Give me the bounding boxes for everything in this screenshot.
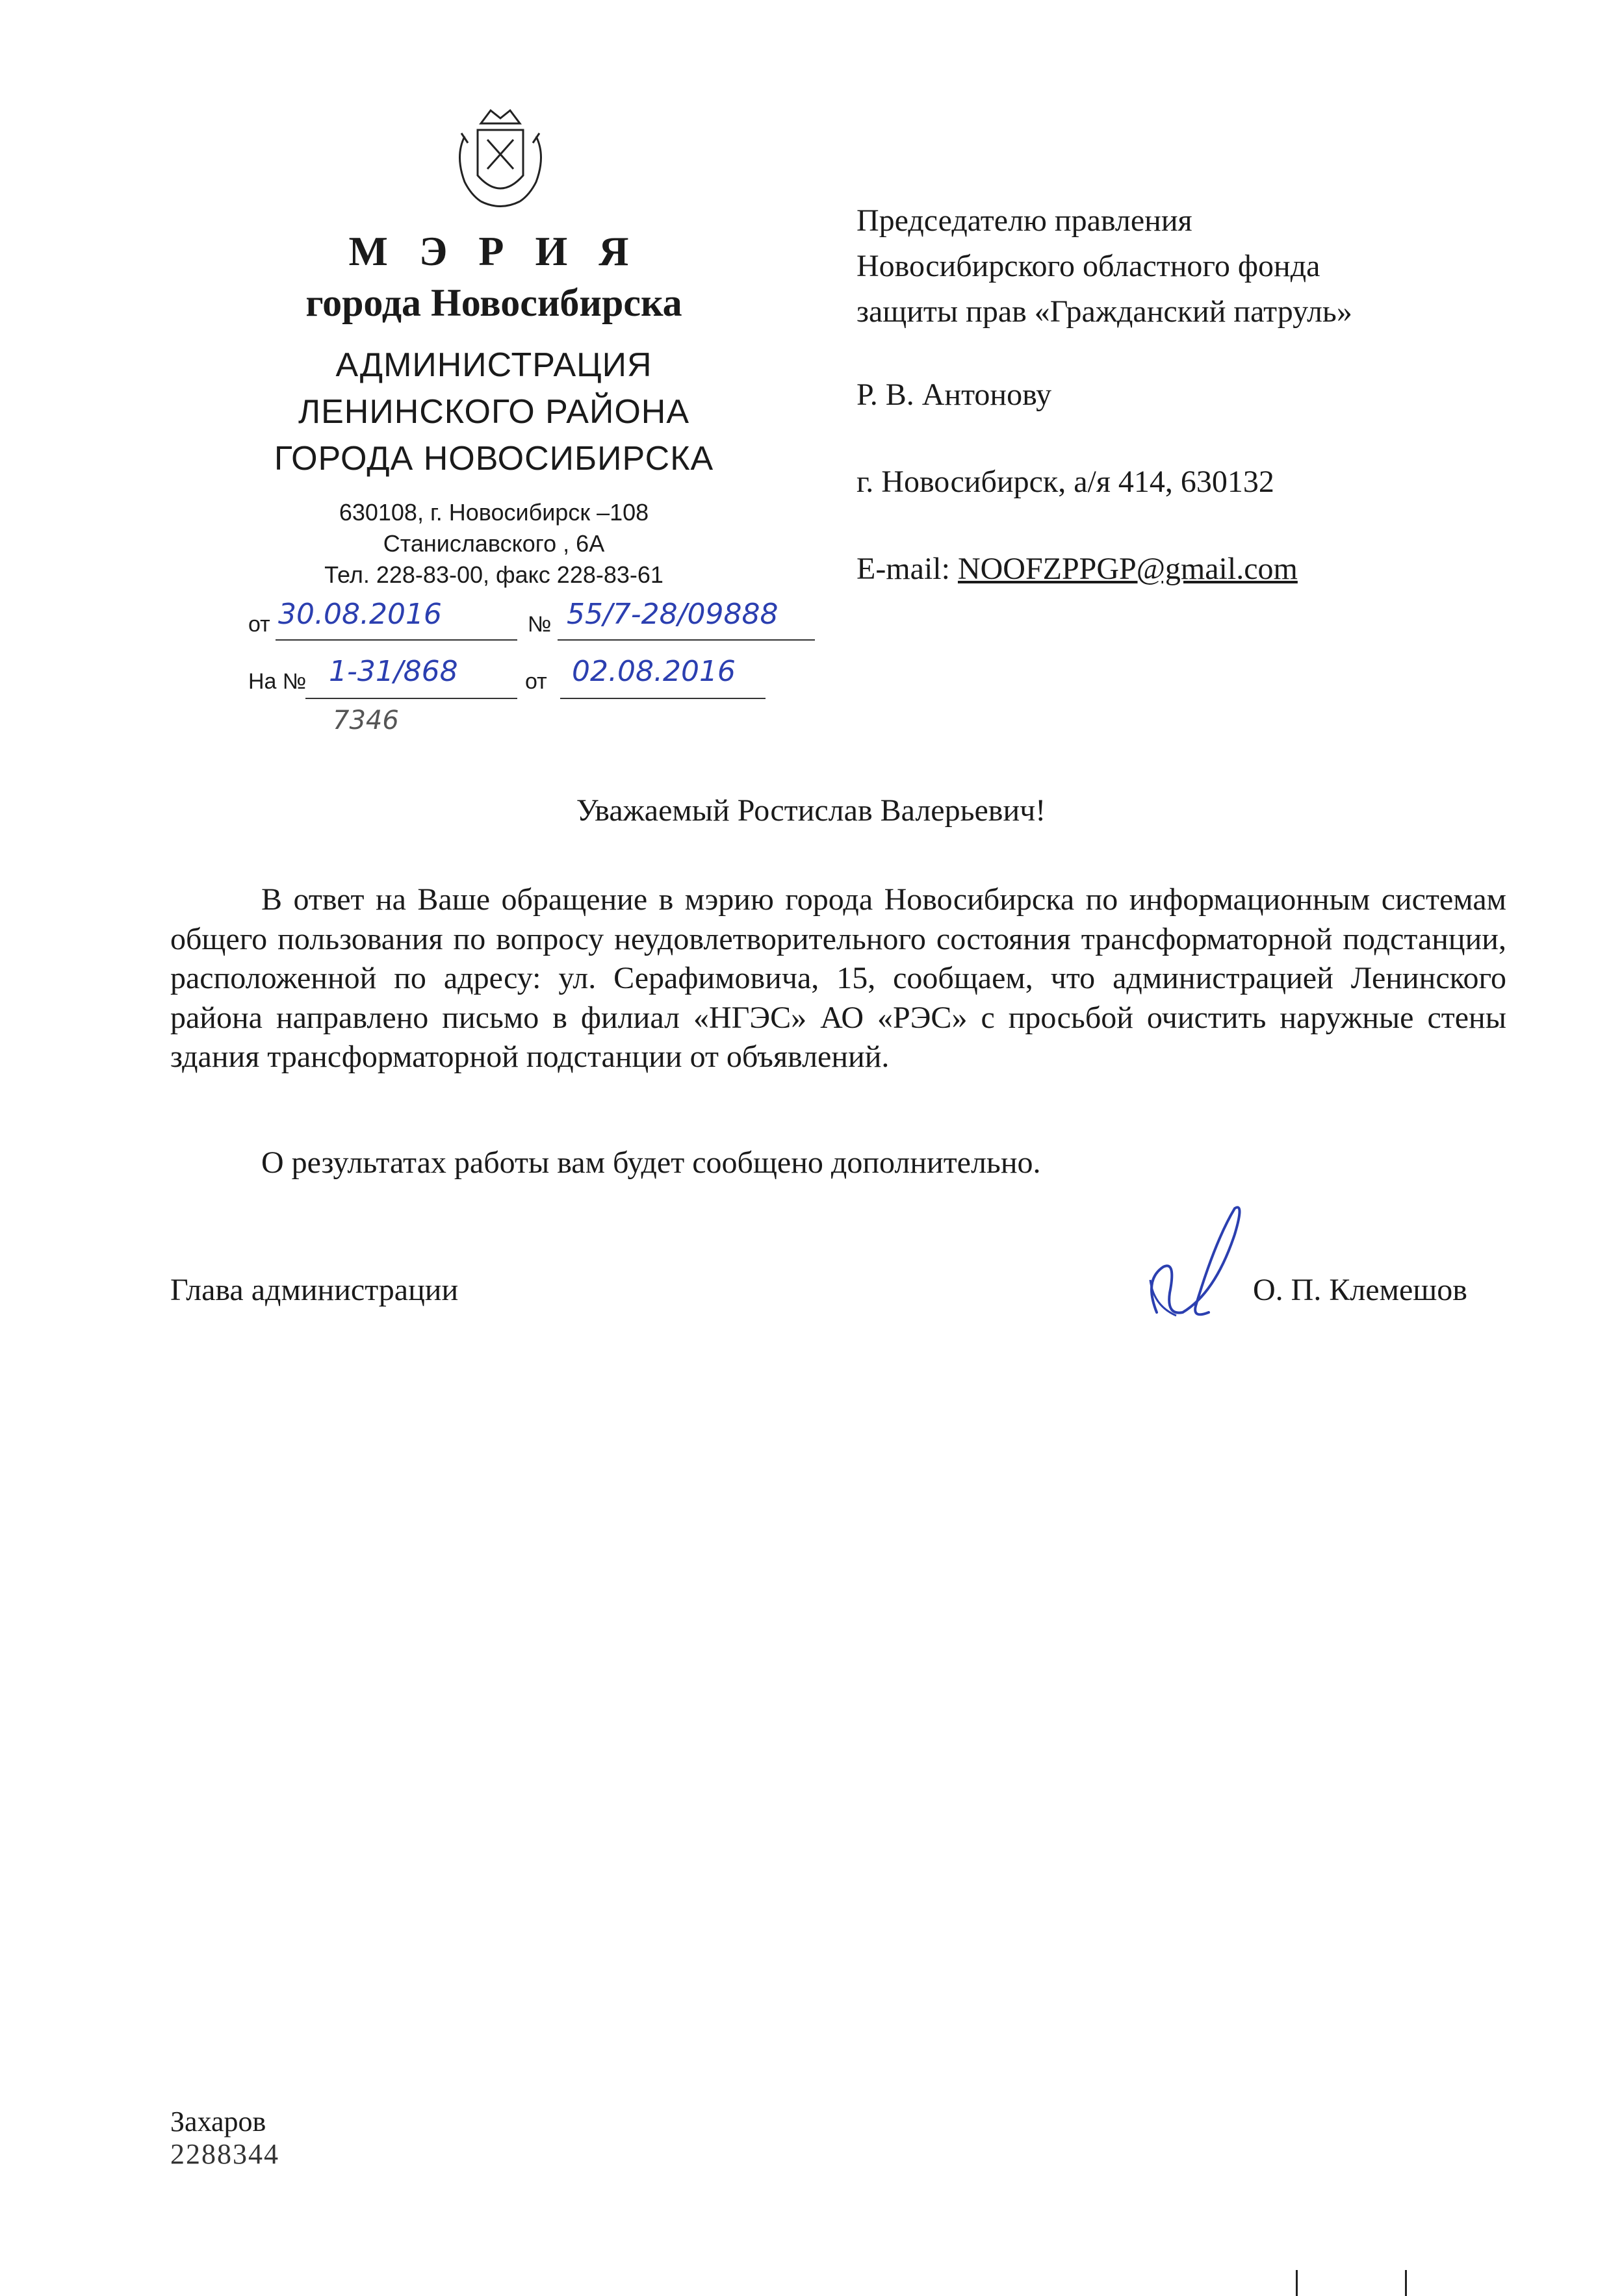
admin-line-2: ЛЕНИНСКОГО РАЙОНА bbox=[298, 393, 690, 431]
number-handwritten: 55/7-28/09888 bbox=[567, 598, 779, 631]
body-paragraph-1: В ответ на Ваше обращение в мэрию города Новосибирска по информационным системам общего пользования по вопросу неудовлетворительного состояния трансформаторной подстанции, расположенной по адресу: ул. Серафимовича, 15, сообщаем, что администрацией Ленинского района направлено письмо в филиал «НГЭС» АО «РЭС» с просьбой очистить наружные стены здания трансформаторной подстанции от объявлений. bbox=[170, 882, 1506, 1075]
ref-number-handwritten: 1-31/868 bbox=[329, 655, 458, 688]
org-title: М Э Р И Я bbox=[348, 228, 639, 274]
address-line-1: 630108, г. Новосибирск –108 bbox=[339, 499, 649, 526]
org-subtitle: города Новосибирска bbox=[305, 281, 682, 324]
executor-name: Захаров bbox=[170, 2106, 266, 2137]
email-link[interactable]: NOOFZPPGP@gmail.com bbox=[957, 552, 1298, 586]
email-label: E-mail: bbox=[856, 552, 958, 586]
recipient-postal: г. Новосибирск, а/я 414, 630132 bbox=[856, 465, 1274, 499]
phone-fax-line: Тел. 228-83-00, факс 228-83-61 bbox=[324, 561, 663, 588]
executor-phone: 2288344 bbox=[170, 2138, 279, 2170]
recipient-line-2: Новосибирского областного фонда bbox=[856, 249, 1320, 283]
coat-of-arms-icon bbox=[442, 104, 559, 214]
ref-label: На № bbox=[248, 669, 307, 694]
ref-number-extra-handwritten: 7346 bbox=[333, 706, 399, 735]
body-paragraph-2: О результатах работы вам будет сообщено дополнительно. bbox=[261, 1145, 1041, 1180]
admin-line-1: АДМИНИСТРАЦИЯ bbox=[335, 346, 652, 384]
signatory-title: Глава администрации bbox=[170, 1273, 459, 1307]
handwritten-signature bbox=[1118, 1182, 1274, 1338]
signatory-name: О. П. Клемешов bbox=[1253, 1273, 1467, 1307]
date-label: от bbox=[248, 612, 270, 637]
scan-mark bbox=[1405, 2270, 1407, 2296]
recipient-name: Р. В. Антонову bbox=[856, 377, 1052, 412]
salutation: Уважаемый Ростислав Валерьевич! bbox=[576, 793, 1046, 828]
recipient-line-1: Председателю правления bbox=[856, 203, 1192, 238]
recipient-line-3: защиты прав «Гражданский патруль» bbox=[856, 294, 1352, 329]
number-label: № bbox=[528, 612, 552, 637]
scan-mark bbox=[1296, 2270, 1298, 2296]
ref-date-handwritten: 02.08.2016 bbox=[572, 655, 736, 688]
recipient-email-line bbox=[856, 551, 1298, 587]
address-line-2: Станиславского , 6А bbox=[383, 530, 605, 557]
ref-date-label: от bbox=[525, 669, 547, 694]
admin-line-3: ГОРОДА НОВОСИБИРСКА bbox=[274, 440, 714, 478]
date-handwritten: 30.08.2016 bbox=[278, 598, 442, 631]
